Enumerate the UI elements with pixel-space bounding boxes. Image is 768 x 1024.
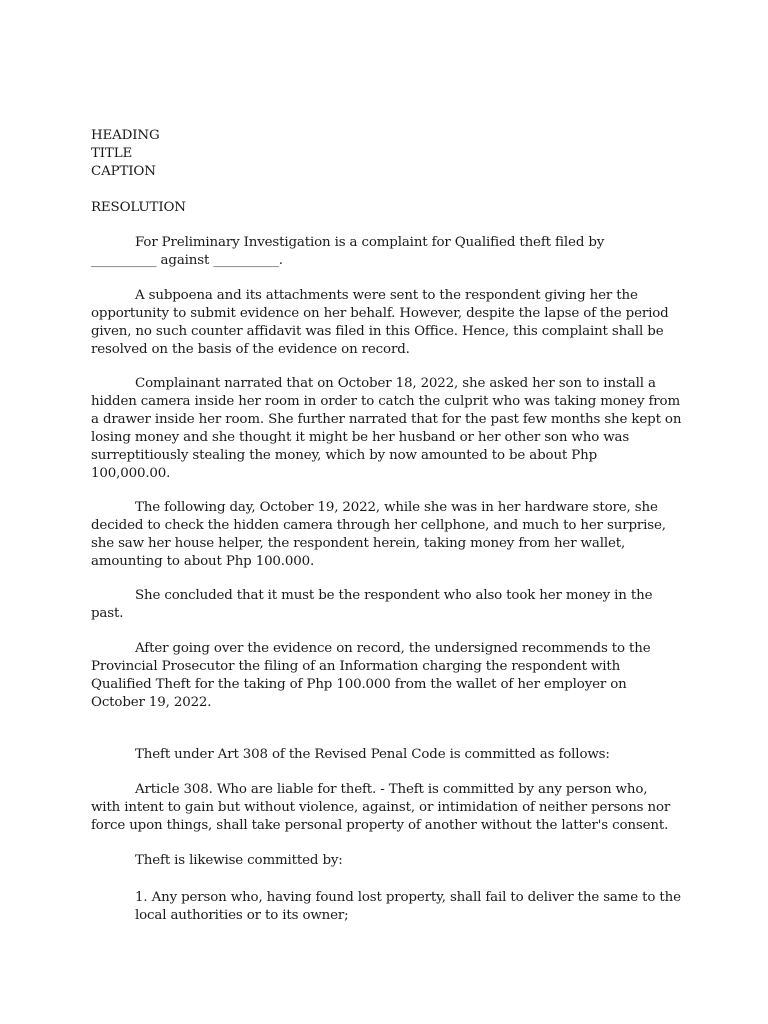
paragraph-line: opportunity to submit evidence on her behalf. However, despite the lapse of the period [91, 306, 669, 321]
paragraph-line: force upon things, shall take personal property of another without the latter's consent. [91, 818, 669, 833]
caption-line: CAPTION [91, 164, 156, 179]
list-item-line: local authorities or to its owner; [135, 908, 349, 923]
paragraph-line: with intent to gain but without violence, against, or intimidation of neither persons nor [91, 800, 671, 815]
paragraph-line: After going over the evidence on record, the undersigned recommends to the [135, 641, 651, 656]
paragraph-line: hidden camera inside her room in order to catch the culprit who was taking money from [91, 394, 680, 409]
list-item-line: 1. Any person who, having found lost property, shall fail to deliver the same to the [135, 890, 681, 905]
paragraph-line: The following day, October 19, 2022, while she was in her hardware store, she [135, 500, 658, 515]
paragraph-line: Qualified Theft for the taking of Php 100.000 from the wallet of her employer on [91, 677, 627, 692]
paragraph-line: She concluded that it must be the respondent who also took her money in the [135, 588, 653, 603]
paragraph-line: For Preliminary Investigation is a complaint for Qualified theft filed by [135, 235, 605, 250]
paragraph-line: October 19, 2022. [91, 695, 212, 710]
title-line: TITLE [91, 146, 133, 161]
heading-line: HEADING [91, 128, 160, 143]
paragraph-line: a drawer inside her room. She further narrated that for the past few months she kept on [91, 412, 682, 427]
paragraph-line: past. [91, 606, 124, 621]
paragraph-line: __________ against __________. [91, 253, 283, 268]
section-title: RESOLUTION [91, 200, 186, 215]
paragraph-line: she saw her house helper, the respondent herein, taking money from her wallet, [91, 536, 626, 551]
paragraph-line: A subpoena and its attachments were sent to the respondent giving her the [135, 288, 638, 303]
paragraph-line: Complainant narrated that on October 18, 2022, she asked her son to install a [135, 376, 656, 391]
paragraph-line: 100,000.00. [91, 466, 171, 481]
paragraph-line: Theft is likewise committed by: [135, 853, 343, 868]
paragraph-line: Article 308. Who are liable for theft. - Theft is committed by any person who, [135, 782, 648, 797]
paragraph-line: decided to check the hidden camera through her cellphone, and much to her surprise, [91, 518, 666, 533]
paragraph-line: resolved on the basis of the evidence on record. [91, 342, 410, 357]
paragraph-line: Provincial Prosecutor the filing of an Information charging the respondent with [91, 659, 621, 674]
paragraph-line: given, no such counter affidavit was filed in this Office. Hence, this complaint shall be [91, 324, 664, 339]
paragraph-line: losing money and she thought it might be her husband or her other son who was [91, 430, 630, 445]
paragraph-line: surreptitiously stealing the money, which by now amounted to be about Php [91, 448, 598, 463]
paragraph-line: amounting to about Php 100.000. [91, 554, 315, 569]
paragraph-line: Theft under Art 308 of the Revised Penal Code is committed as follows: [135, 747, 610, 762]
